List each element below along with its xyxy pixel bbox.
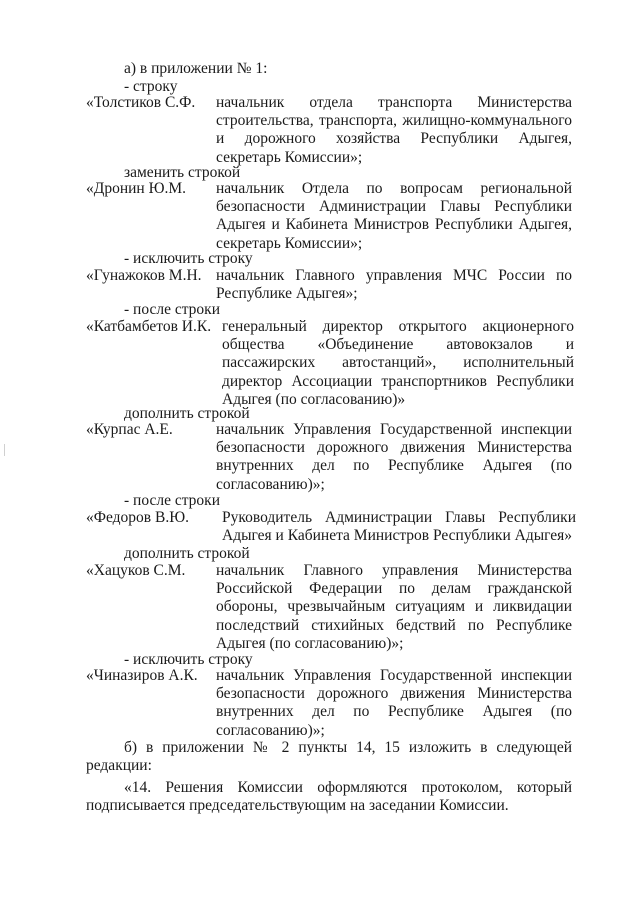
item-14-line1: «14. Решения Комиссии оформляются протоколом, который [124,779,572,796]
exclude-row-label-2: - исключить строку [124,651,253,668]
replace-row-label: - строку [124,78,178,95]
replace-with-label: заменить строкой [124,164,241,181]
entry-position-dronin: начальник Отдела по вопросам региональной безопасности Администрации Главы Республики Адыгея и Кабинета Министров Республики Адыгея, секретарь Комиссии»; [216,180,572,252]
entry-name-tolstikov: «Толстиков С.Ф. [86,94,196,111]
exclude-row-label-1: - исключить строку [124,250,253,267]
after-row-label-2: - после строки [124,492,221,509]
entry-name-khatsukov: «Хацуков С.М. [86,562,186,579]
add-row-label-1: дополнить строкой [124,405,250,422]
entry-position-fedorov: Руководитель Администрации Главы Республики Адыгея и Кабинета Министров Республики Адыгея» [222,509,576,545]
entry-position-chinazirov: начальник Управления Государственной инспекции безопасности дорожного движения Министерства внутренних дел по Республике Адыгея (по согласованию)»; [216,667,572,739]
entry-name-fedorov: «Федоров В.Ю. [86,509,190,526]
entry-position-kurpas: начальник Управления Государственной инспекции безопасности дорожного движения Министерства внутренних дел по Республике Адыгея (по согласованию)»; [216,421,572,493]
after-row-label-1: - после строки [124,301,221,318]
entry-position-gunazhokov: начальник Главного управления МЧС России по Республике Адыгея»; [216,267,572,303]
entry-position-tolstikov: начальник отдела транспорта Министерства строительства, транспорта, жилищно-коммунального и дорожного хозяйства Республики Адыгея, секретарь Комиссии»; [216,94,572,166]
add-row-label-2: дополнить строкой [124,545,250,562]
entry-name-katbambetov: «Катбамбетов И.К. [86,318,212,335]
intro-a: а) в приложении № 1: [124,60,268,77]
part-b-line1: б) в приложении № 2 пункты 14, 15 изложить в следующей [124,739,572,756]
entry-position-katbambetov: генеральный директор открытого акционерного общества «Объединение автовокзалов и пассажирских автостанций», исполнительный директор Ассоциации транспортников Республики Адыгея (по согласованию)» [222,318,574,408]
part-b-line2: редакции: [86,757,152,774]
entry-name-gunazhokov: «Гунажоков М.Н. [86,267,202,284]
margin-mark [4,444,5,456]
item-14-line2: подписывается председательствующим на заседании Комиссии. [86,797,509,814]
entry-position-khatsukov: начальник Главного управления Министерства Российской Федерации по делам гражданской обороны, чрезвычайным ситуациям и ликвидации последствий стихийных бедствий по Республике Адыгея (по согласованию)»; [216,562,572,652]
entry-name-kurpas: «Курпас А.Е. [86,421,173,438]
entry-name-dronin: «Дронин Ю.М. [86,180,187,197]
entry-name-chinazirov: «Чиназиров А.К. [86,667,198,684]
